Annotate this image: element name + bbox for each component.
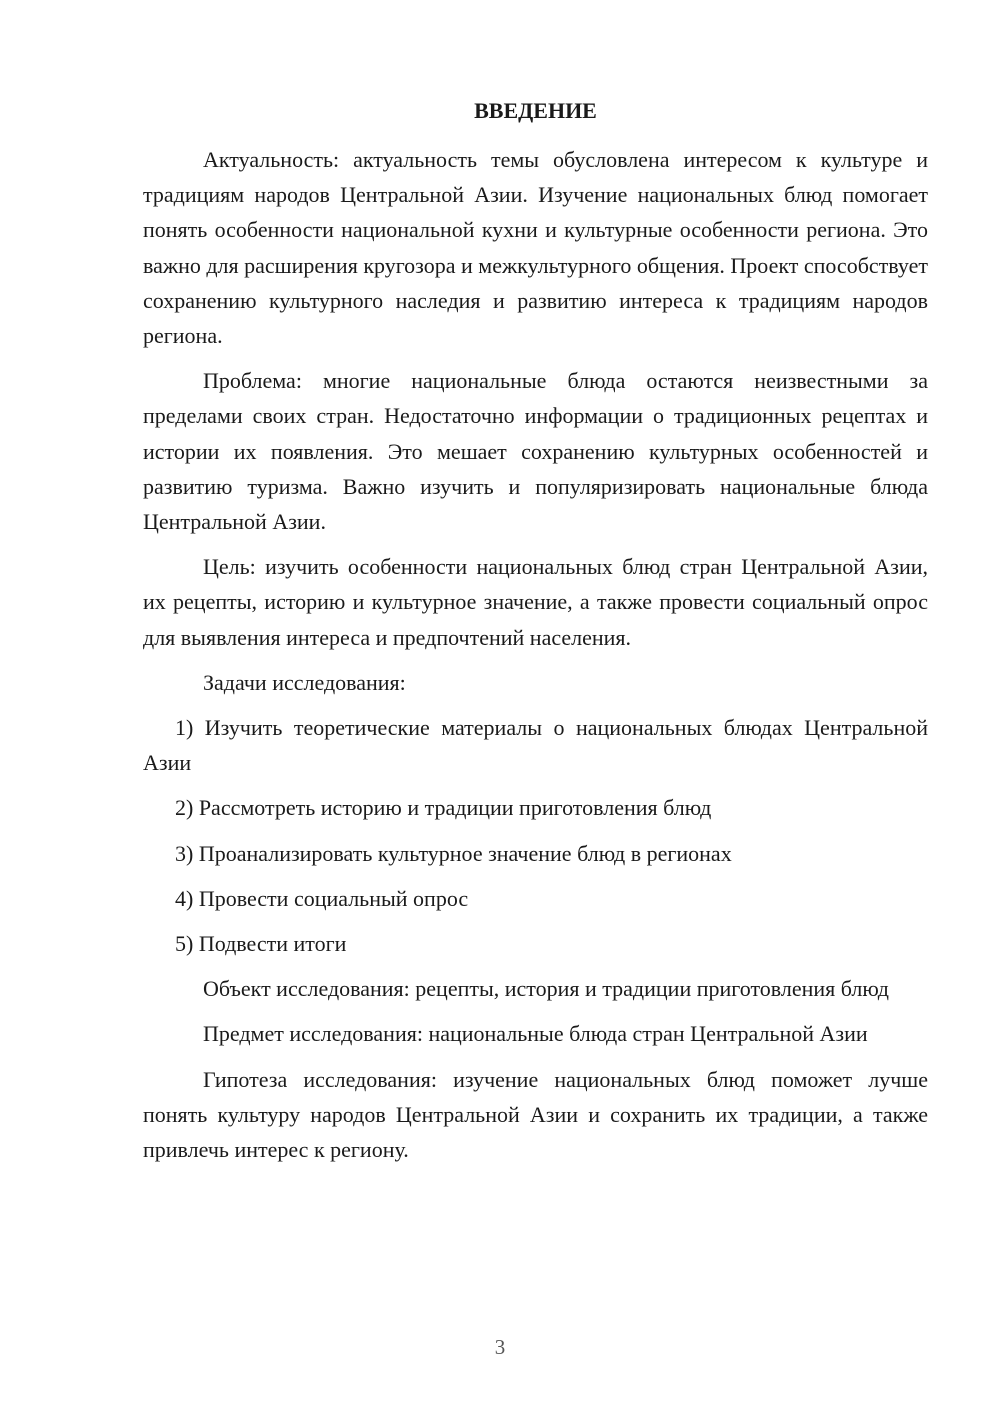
goal-paragraph: Цель: изучить особенности национальных блюд стран Центральной Азии, их рецепты, историю и культурное значение, а также провести социальный опрос для выявления интереса и предпочтений населения. xyxy=(143,554,928,650)
task-item: 1) Изучить теоретические материалы о национальных блюдах Центральной Азии xyxy=(143,715,928,776)
task-item: 3) Проанализировать культурное значение блюд в регионах xyxy=(175,840,732,866)
section-title: ВВЕДЕНИЕ xyxy=(474,98,597,123)
tasks-heading: Задачи исследования: xyxy=(203,669,406,695)
task-item: 4) Провести социальный опрос xyxy=(175,885,469,911)
page-number: 3 xyxy=(494,1335,506,1359)
object-paragraph: Объект исследования: рецепты, история и традиции приготовления блюд xyxy=(203,976,889,1002)
tasks-list xyxy=(143,710,928,961)
subject-paragraph: Предмет исследования: национальные блюда стран Центральной Азии xyxy=(203,1021,868,1047)
task-item: 2) Рассмотреть историю и традиции приготовления блюд xyxy=(175,795,712,821)
relevance-paragraph: Актуальность: актуальность темы обусловлена интересом к культуре и традициям народов Центральной Азии. Изучение национальных блюд помогает понять особенности национальной кухни и культурные особенности региона. Это важно для расширения кругозора и межкультурного общения. Проект способствует сохранению культурного наследия и развитию интереса к традициям народов региона. xyxy=(143,147,928,349)
problem-paragraph: Проблема: многие национальные блюда остаются неизвестными за пределами своих стран. Недостаточно информации о традиционных рецептах и истории их появления. Это мешает сохранению культурных особенностей и развитию туризма. Важно изучить и популяризировать национальные блюда Центральной Азии. xyxy=(143,368,928,535)
hypothesis-paragraph: Гипотеза исследования: изучение национальных блюд поможет лучше понять культуру народов Центральной Азии и сохранить их традиции, а также привлечь интерес к региону. xyxy=(143,1066,928,1163)
task-item: 5) Подвести итоги xyxy=(175,931,347,957)
document-body xyxy=(143,142,928,1177)
